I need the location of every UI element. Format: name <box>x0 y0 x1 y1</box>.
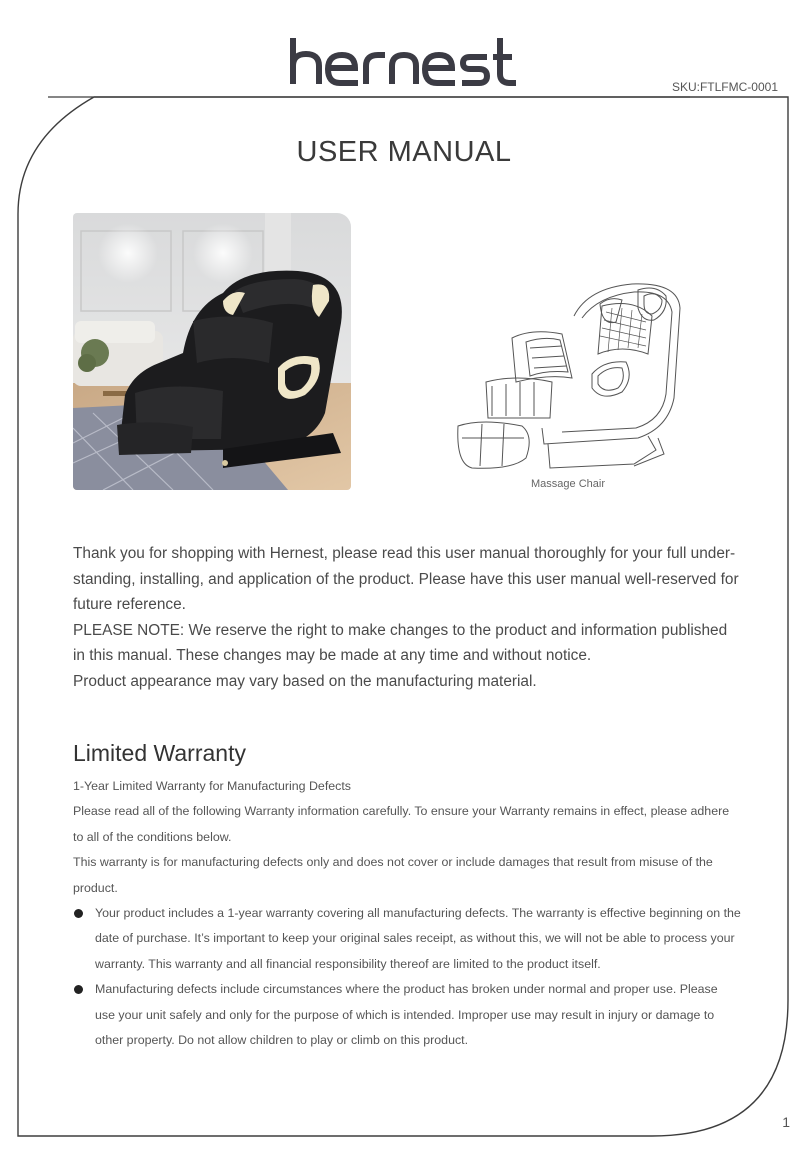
list-item <box>73 901 741 977</box>
list-item-text: Manufacturing defects include circumstances where the product has broken under normal and proper use. Please use your unit safely and only for the purpose of which is intended. Improper use may result in injury or damage to other property. Do not allow children to play or climb on this product. <box>95 982 718 1048</box>
page-title: USER MANUAL <box>296 136 512 168</box>
figure-caption: Massage Chair <box>531 478 605 490</box>
brand-logo-mark <box>288 36 520 88</box>
warranty-paragraph: This warranty is for manufacturing defects only and does not cover or include damages that result from misuse of the product. <box>73 855 713 895</box>
massage-chair-photo <box>73 213 351 490</box>
page-number: 1 <box>782 1114 790 1130</box>
warranty-bullet-list <box>73 901 741 1053</box>
list-item <box>73 977 741 1053</box>
warranty-heading: Limited Warranty <box>73 740 246 766</box>
intro-section <box>73 541 743 695</box>
intro-paragraph: Product appearance may vary based on the manufacturing material. <box>73 672 537 690</box>
intro-paragraph: Thank you for shopping with Hernest, please read this user manual thoroughly for your full under-standing, installing, and application of the product. Please have this user manual well-reserved for future reference. <box>73 545 739 614</box>
intro-paragraph: PLEASE NOTE: We reserve the right to make changes to the product and information published in this manual. These changes may be made at any time and without notice. <box>73 621 728 665</box>
warranty-section <box>73 774 741 1053</box>
bullet-icon <box>74 985 83 994</box>
bullet-icon <box>74 909 83 918</box>
warranty-subheading: 1-Year Limited Warranty for Manufacturing Defects <box>73 779 351 793</box>
sku-label: SKU:FTLFMC-0001 <box>671 80 778 94</box>
product-photo <box>73 213 351 490</box>
brand-logo <box>288 36 520 88</box>
warranty-paragraph: Please read all of the following Warranty information carefully. To ensure your Warranty remains in effect, please adhere to all of the conditions below. <box>73 804 730 844</box>
list-item-text: Your product includes a 1-year warranty covering all manufacturing defects. The warranty is effective beginning on the date of purchase. It’s important to keep your original sales receipt, as without this, we will not be able to process your warranty. This warranty and all financial responsibility thereof are limited to the product itself. <box>95 906 741 971</box>
chair-line-drawing <box>452 278 684 474</box>
